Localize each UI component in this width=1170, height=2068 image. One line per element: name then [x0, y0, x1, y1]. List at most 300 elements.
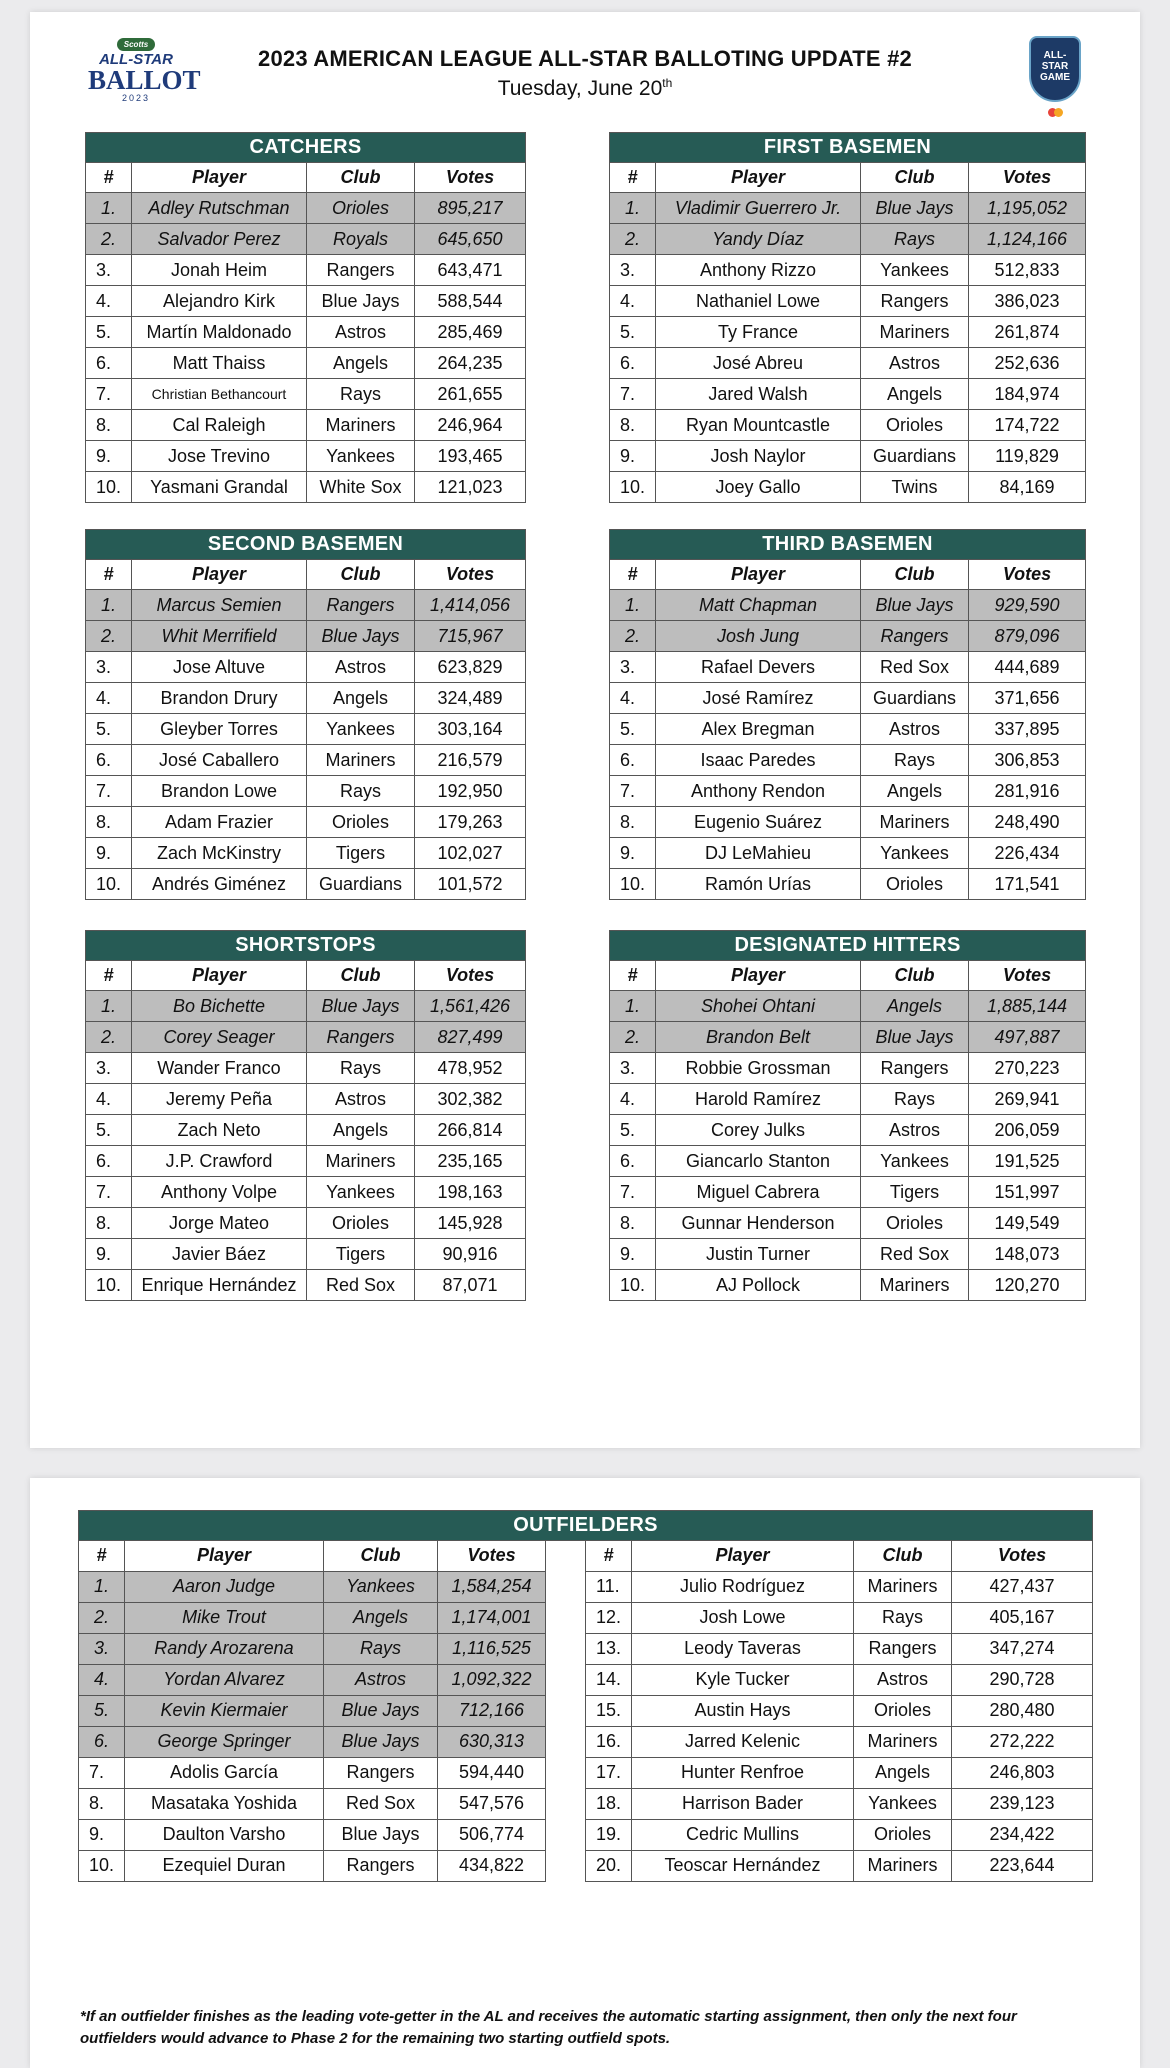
cell-votes: 290,728 [952, 1664, 1093, 1695]
logo-line1: ALL-STAR [99, 51, 173, 68]
cell-player: Brandon Drury [132, 683, 307, 714]
table-row [610, 652, 1086, 683]
cell-votes: 715,967 [415, 621, 526, 652]
cell-player: Anthony Rizzo [656, 255, 861, 286]
column-header-votes: Votes [952, 1541, 1093, 1572]
column-header-player: Player [125, 1541, 324, 1572]
cell-votes: 427,437 [952, 1571, 1093, 1602]
cell-votes: 444,689 [969, 652, 1086, 683]
cell-votes: 1,561,426 [415, 991, 526, 1022]
cell-rank: 7. [610, 1177, 656, 1208]
column-gap [546, 1633, 586, 1664]
cell-votes: 198,163 [415, 1177, 526, 1208]
table-row [610, 472, 1086, 503]
table-row [610, 379, 1086, 410]
outfield-footnote: *If an outfielder finishes as the leading vote-getter in the AL and receives the automatic starting assignment, then only the next four outfielders would advance to Phase 2 for the remaining two starting outfield spots. [80, 2008, 1017, 2047]
cell-votes: 547,576 [438, 1788, 546, 1819]
cell-votes: 246,803 [952, 1757, 1093, 1788]
cell-club: Blue Jays [324, 1819, 438, 1850]
cell-club: Mariners [307, 410, 415, 441]
cell-votes: 1,195,052 [969, 193, 1086, 224]
table-row [610, 1022, 1086, 1053]
cell-club: Orioles [307, 1208, 415, 1239]
cell-rank: 6. [79, 1726, 125, 1757]
cell-club: Rays [307, 1053, 415, 1084]
cell-player: Ty France [656, 317, 861, 348]
cell-rank: 6. [610, 1146, 656, 1177]
cell-player: Jeremy Peña [132, 1084, 307, 1115]
cell-rank: 4. [79, 1664, 125, 1695]
cell-player: Matt Chapman [656, 590, 861, 621]
cell-player: Ezequiel Duran [125, 1850, 324, 1881]
cell-rank: 9. [610, 1239, 656, 1270]
column-gap [546, 1850, 586, 1881]
cell-player: Randy Arozarena [125, 1633, 324, 1664]
cell-votes: 1,124,166 [969, 224, 1086, 255]
cell-votes: 235,165 [415, 1146, 526, 1177]
cell-rank: 1. [86, 991, 132, 1022]
table-header-row [86, 560, 526, 590]
cell-player: Marcus Semien [132, 590, 307, 621]
cell-rank: 20. [586, 1850, 632, 1881]
shortstops-title: SHORTSTOPS [86, 931, 526, 961]
cell-club: Rays [854, 1602, 952, 1633]
cell-rank: 12. [586, 1602, 632, 1633]
cell-player: Masataka Yoshida [125, 1788, 324, 1819]
column-gap [546, 1571, 586, 1602]
cell-votes: 497,887 [969, 1022, 1086, 1053]
cell-rank: 5. [86, 1115, 132, 1146]
cell-player: Ryan Mountcastle [656, 410, 861, 441]
cell-player: Kevin Kiermaier [125, 1695, 324, 1726]
cell-player: Jared Walsh [656, 379, 861, 410]
cell-votes: 302,382 [415, 1084, 526, 1115]
table-row [79, 1850, 1093, 1881]
table-row [610, 1146, 1086, 1177]
cell-votes: 145,928 [415, 1208, 526, 1239]
cell-rank: 1. [79, 1571, 125, 1602]
table-row [86, 652, 526, 683]
cell-player: Miguel Cabrera [656, 1177, 861, 1208]
cell-votes: 478,952 [415, 1053, 526, 1084]
cell-club: Angels [324, 1602, 438, 1633]
column-header-player: Player [656, 961, 861, 991]
cell-player: Jonah Heim [132, 255, 307, 286]
logo-line2: BALLOT [88, 65, 201, 95]
cell-rank: 3. [86, 652, 132, 683]
cell-votes: 879,096 [969, 621, 1086, 652]
cell-player: Robbie Grossman [656, 1053, 861, 1084]
column-header-rank: # [586, 1541, 632, 1572]
cell-player: Enrique Hernández [132, 1270, 307, 1301]
cell-club: Yankees [854, 1788, 952, 1819]
cell-club: Orioles [861, 1208, 969, 1239]
cell-club: Red Sox [307, 1270, 415, 1301]
cell-player: Julio Rodríguez [632, 1571, 854, 1602]
cell-rank: 9. [610, 838, 656, 869]
table-row [610, 714, 1086, 745]
column-header-club: Club [861, 961, 969, 991]
table-row [86, 193, 526, 224]
column-header-rank: # [610, 560, 656, 590]
column-header-player: Player [132, 961, 307, 991]
cell-rank: 9. [86, 441, 132, 472]
cell-player: Josh Lowe [632, 1602, 854, 1633]
cell-votes: 303,164 [415, 714, 526, 745]
table-row [610, 224, 1086, 255]
cell-votes: 184,974 [969, 379, 1086, 410]
cell-club: Rangers [861, 286, 969, 317]
cell-club: Rangers [861, 621, 969, 652]
column-header-votes: Votes [969, 961, 1086, 991]
cell-club: Angels [307, 683, 415, 714]
cell-club: Yankees [307, 441, 415, 472]
cell-club: Angels [861, 991, 969, 1022]
cell-votes: 264,235 [415, 348, 526, 379]
table-row [610, 776, 1086, 807]
table-row [79, 1819, 1093, 1850]
cell-votes: 171,541 [969, 869, 1086, 900]
cell-rank: 3. [79, 1633, 125, 1664]
table-row [610, 193, 1086, 224]
all-star-game-logo [1024, 36, 1086, 126]
table-row [79, 1664, 1093, 1695]
cell-rank: 8. [610, 807, 656, 838]
cell-votes: 1,092,322 [438, 1664, 546, 1695]
table-row [86, 224, 526, 255]
cell-club: White Sox [307, 472, 415, 503]
cell-club: Rays [307, 379, 415, 410]
first_basemen-title: FIRST BASEMEN [610, 133, 1086, 163]
cell-rank: 10. [86, 1270, 132, 1301]
cell-rank: 1. [610, 991, 656, 1022]
cell-rank: 5. [610, 317, 656, 348]
cell-club: Rangers [324, 1850, 438, 1881]
cell-votes: 347,274 [952, 1633, 1093, 1664]
cell-rank: 10. [610, 869, 656, 900]
table-header-row [79, 1541, 1093, 1572]
cell-club: Rangers [324, 1757, 438, 1788]
cell-player: Whit Merrifield [132, 621, 307, 652]
cell-player: Corey Seager [132, 1022, 307, 1053]
cell-player: Jarred Kelenic [632, 1726, 854, 1757]
cell-player: José Caballero [132, 745, 307, 776]
cell-rank: 2. [610, 1022, 656, 1053]
table-row [86, 714, 526, 745]
shield-icon: ALL-STAR GAME [1029, 36, 1081, 102]
cell-votes: 84,169 [969, 472, 1086, 503]
cell-votes: 206,059 [969, 1115, 1086, 1146]
cell-club: Orioles [861, 869, 969, 900]
cell-votes: 234,422 [952, 1819, 1093, 1850]
cell-votes: 827,499 [415, 1022, 526, 1053]
cell-club: Astros [861, 1115, 969, 1146]
cell-votes: 192,950 [415, 776, 526, 807]
table-row [86, 776, 526, 807]
cell-votes: 148,073 [969, 1239, 1086, 1270]
cell-rank: 13. [586, 1633, 632, 1664]
cell-votes: 193,465 [415, 441, 526, 472]
cell-player: Giancarlo Stanton [656, 1146, 861, 1177]
cell-club: Yankees [861, 1146, 969, 1177]
table-row [610, 1270, 1086, 1301]
cell-votes: 1,885,144 [969, 991, 1086, 1022]
cell-rank: 18. [586, 1788, 632, 1819]
cell-rank: 7. [610, 379, 656, 410]
cell-votes: 272,222 [952, 1726, 1093, 1757]
table-row [86, 255, 526, 286]
cell-rank: 9. [610, 441, 656, 472]
cell-club: Mariners [307, 745, 415, 776]
cell-club: Astros [307, 317, 415, 348]
table-row [86, 745, 526, 776]
cell-player: Wander Franco [132, 1053, 307, 1084]
cell-club: Blue Jays [324, 1695, 438, 1726]
cell-club: Angels [307, 1115, 415, 1146]
table-row [86, 348, 526, 379]
cell-rank: 10. [610, 1270, 656, 1301]
ballot-page-1 [30, 12, 1140, 1448]
cell-rank: 4. [610, 1084, 656, 1115]
column-header-rank: # [86, 961, 132, 991]
cell-club: Yankees [861, 838, 969, 869]
column-header-rank: # [610, 961, 656, 991]
cell-votes: 1,116,525 [438, 1633, 546, 1664]
cell-player: Ramón Urías [656, 869, 861, 900]
table-row [86, 807, 526, 838]
cell-rank: 16. [586, 1726, 632, 1757]
cell-club: Rays [307, 776, 415, 807]
cell-rank: 6. [86, 1146, 132, 1177]
cell-player: Leody Taveras [632, 1633, 854, 1664]
outfielders-title: OUTFIELDERS [79, 1511, 1093, 1541]
cell-votes: 87,071 [415, 1270, 526, 1301]
cell-rank: 7. [610, 776, 656, 807]
cell-votes: 246,964 [415, 410, 526, 441]
cell-player: DJ LeMahieu [656, 838, 861, 869]
table-row [86, 1146, 526, 1177]
cell-votes: 101,572 [415, 869, 526, 900]
cell-rank: 2. [610, 224, 656, 255]
table-row [86, 683, 526, 714]
column-header-votes: Votes [438, 1541, 546, 1572]
cell-votes: 594,440 [438, 1757, 546, 1788]
cell-club: Blue Jays [861, 193, 969, 224]
column-header-player: Player [132, 560, 307, 590]
column-header-club: Club [324, 1541, 438, 1572]
cell-player: Javier Báez [132, 1239, 307, 1270]
catchers-title: CATCHERS [86, 133, 526, 163]
table-row [610, 745, 1086, 776]
cell-votes: 121,023 [415, 472, 526, 503]
cell-player: Shohei Ohtani [656, 991, 861, 1022]
cell-club: Twins [861, 472, 969, 503]
cell-votes: 506,774 [438, 1819, 546, 1850]
cell-player: Yordan Alvarez [125, 1664, 324, 1695]
cell-club: Rangers [307, 1022, 415, 1053]
table-row [610, 1053, 1086, 1084]
cell-player: Martín Maldonado [132, 317, 307, 348]
cell-rank: 4. [610, 683, 656, 714]
cell-votes: 712,166 [438, 1695, 546, 1726]
cell-player: Brandon Lowe [132, 776, 307, 807]
cell-player: Josh Jung [656, 621, 861, 652]
cell-club: Yankees [307, 1177, 415, 1208]
cell-votes: 252,636 [969, 348, 1086, 379]
cell-player: Jorge Mateo [132, 1208, 307, 1239]
table-header-row [610, 163, 1086, 193]
table-row [86, 286, 526, 317]
column-header-votes: Votes [415, 961, 526, 991]
cell-club: Angels [307, 348, 415, 379]
cell-rank: 1. [610, 193, 656, 224]
cell-votes: 285,469 [415, 317, 526, 348]
cell-rank: 3. [610, 1053, 656, 1084]
table-row [610, 410, 1086, 441]
cell-club: Blue Jays [307, 621, 415, 652]
cell-club: Tigers [307, 838, 415, 869]
cell-votes: 226,434 [969, 838, 1086, 869]
table-row [86, 838, 526, 869]
cell-rank: 2. [79, 1602, 125, 1633]
column-gap [546, 1788, 586, 1819]
cell-club: Guardians [861, 683, 969, 714]
table-row [86, 621, 526, 652]
cell-rank: 1. [86, 193, 132, 224]
cell-club: Guardians [307, 869, 415, 900]
cell-votes: 261,874 [969, 317, 1086, 348]
cell-rank: 6. [86, 745, 132, 776]
column-header-votes: Votes [969, 560, 1086, 590]
cell-rank: 6. [610, 745, 656, 776]
cell-club: Rangers [861, 1053, 969, 1084]
table-row [86, 1022, 526, 1053]
cell-rank: 2. [86, 1022, 132, 1053]
column-header-votes: Votes [415, 560, 526, 590]
cell-player: Jose Trevino [132, 441, 307, 472]
column-header-votes: Votes [969, 163, 1086, 193]
cell-club: Rays [861, 1084, 969, 1115]
cell-rank: 4. [86, 1084, 132, 1115]
cell-votes: 90,916 [415, 1239, 526, 1270]
table-row [610, 317, 1086, 348]
cell-rank: 10. [86, 472, 132, 503]
table-row [79, 1602, 1093, 1633]
cell-rank: 7. [79, 1757, 125, 1788]
cell-rank: 7. [86, 1177, 132, 1208]
column-gap [546, 1819, 586, 1850]
logo-year: 2023 [121, 93, 151, 103]
cell-club: Blue Jays [861, 1022, 969, 1053]
cell-rank: 11. [586, 1571, 632, 1602]
cell-player: Gunnar Henderson [656, 1208, 861, 1239]
table-row [86, 1084, 526, 1115]
cell-votes: 281,916 [969, 776, 1086, 807]
cell-rank: 3. [86, 1053, 132, 1084]
cell-rank: 5. [610, 714, 656, 745]
cell-player: Corey Julks [656, 1115, 861, 1146]
cell-player: Isaac Paredes [656, 745, 861, 776]
cell-player: José Ramírez [656, 683, 861, 714]
table-row [610, 838, 1086, 869]
cell-rank: 7. [86, 776, 132, 807]
cell-player: Alejandro Kirk [132, 286, 307, 317]
table-row [610, 621, 1086, 652]
cell-club: Mariners [854, 1726, 952, 1757]
cell-rank: 17. [586, 1757, 632, 1788]
cell-votes: 337,895 [969, 714, 1086, 745]
cell-votes: 895,217 [415, 193, 526, 224]
cell-club: Astros [861, 348, 969, 379]
cell-club: Orioles [861, 410, 969, 441]
column-header-rank: # [79, 1541, 125, 1572]
cell-player: Bo Bichette [132, 991, 307, 1022]
cell-player: AJ Pollock [656, 1270, 861, 1301]
cell-club: Angels [854, 1757, 952, 1788]
cell-rank: 6. [610, 348, 656, 379]
column-header-club: Club [854, 1541, 952, 1572]
cell-player: Christian Bethancourt [132, 379, 307, 410]
cell-player: Yandy Díaz [656, 224, 861, 255]
cell-rank: 2. [86, 621, 132, 652]
page-title: 2023 AMERICAN LEAGUE ALL-STAR BALLOTING UPDATE #2 [258, 46, 912, 71]
cell-votes: 248,490 [969, 807, 1086, 838]
cell-votes: 623,829 [415, 652, 526, 683]
cell-votes: 191,525 [969, 1146, 1086, 1177]
cell-votes: 223,644 [952, 1850, 1093, 1881]
table-row [79, 1788, 1093, 1819]
table-row [79, 1633, 1093, 1664]
cell-rank: 4. [86, 286, 132, 317]
table-row [610, 590, 1086, 621]
page-date: Tuesday, June 20th [497, 76, 673, 100]
table-row [86, 317, 526, 348]
cell-club: Mariners [861, 807, 969, 838]
cell-player: Aaron Judge [125, 1571, 324, 1602]
cell-club: Rays [861, 745, 969, 776]
column-header-rank: # [86, 560, 132, 590]
cell-club: Rays [324, 1633, 438, 1664]
column-gap [546, 1602, 586, 1633]
table-row [610, 991, 1086, 1022]
cell-votes: 645,650 [415, 224, 526, 255]
cell-votes: 239,123 [952, 1788, 1093, 1819]
cell-player: Josh Naylor [656, 441, 861, 472]
catchers-table [85, 132, 526, 503]
table-row [610, 683, 1086, 714]
cell-player: Joey Gallo [656, 472, 861, 503]
cell-club: Rays [861, 224, 969, 255]
table-header-row [86, 163, 526, 193]
column-header-player: Player [656, 163, 861, 193]
cell-rank: 15. [586, 1695, 632, 1726]
cell-votes: 643,471 [415, 255, 526, 286]
cell-rank: 5. [79, 1695, 125, 1726]
designated_hitters-title: DESIGNATED HITTERS [610, 931, 1086, 961]
cell-player: Cal Raleigh [132, 410, 307, 441]
cell-player: Zach McKinstry [132, 838, 307, 869]
column-header-player: Player [132, 163, 307, 193]
cell-votes: 120,270 [969, 1270, 1086, 1301]
cell-club: Tigers [861, 1177, 969, 1208]
table-header-row [610, 961, 1086, 991]
cell-rank: 3. [86, 255, 132, 286]
cell-player: Teoscar Hernández [632, 1850, 854, 1881]
cell-player: Harold Ramírez [656, 1084, 861, 1115]
table-row [610, 441, 1086, 472]
cell-club: Guardians [861, 441, 969, 472]
table-row [79, 1726, 1093, 1757]
